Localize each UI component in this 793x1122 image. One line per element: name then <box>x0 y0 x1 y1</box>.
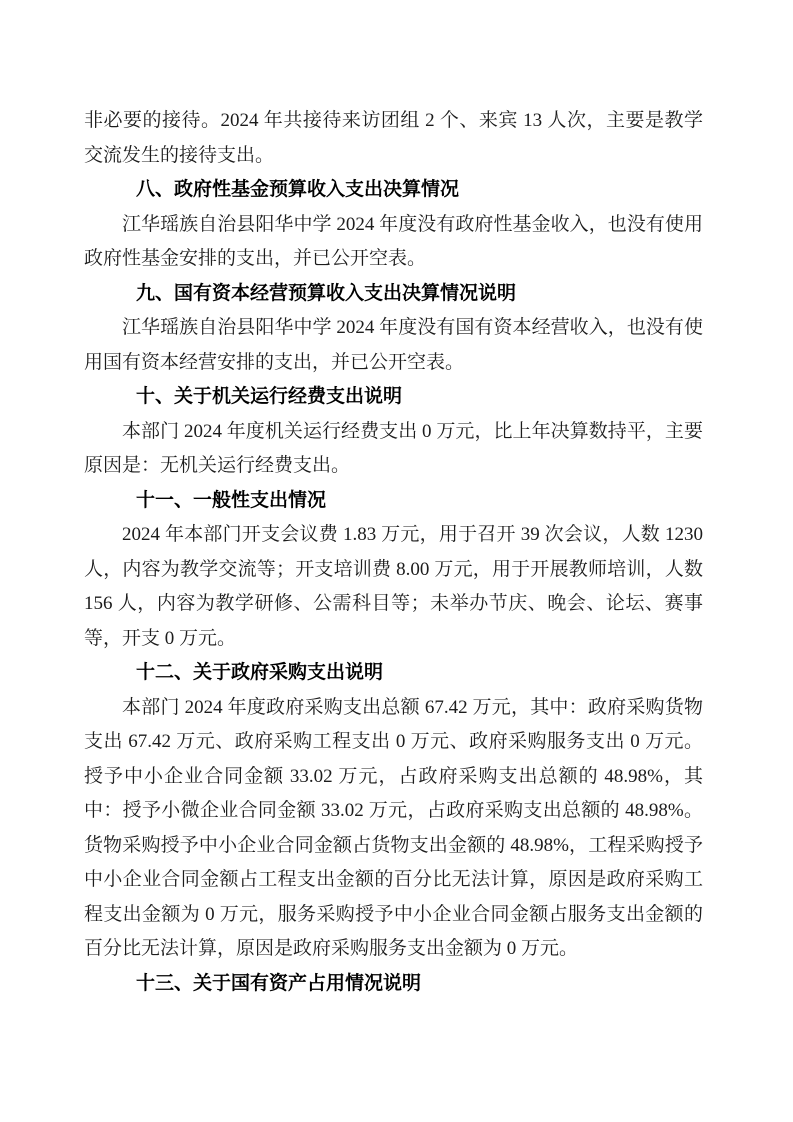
section-heading: 十三、关于国有资产占用情况说明 <box>136 972 422 994</box>
document-body <box>84 104 703 1001</box>
paragraph: 江华瑶族自治县阳华中学 2024 年度没有国有资本经营收入，也没有使用国有资本经营安排的支出，并已公开空表。 <box>84 317 703 373</box>
section-heading: 十二、关于政府采购支出说明 <box>136 662 384 683</box>
paragraph: 2024 年本部门开支会议费 1.83 万元，用于召开 39 次会议，人数 1230 人，内容为教学交流等；开支培训费 8.00 万元，用于开展教师培训，人数 156 人，内容为教学研修、公需科目等；未举办节庆、晚会、论坛、赛事等，开支 0 万元。 <box>84 524 703 649</box>
paragraph: 本部门 2024 年度政府采购支出总额 67.42 万元，其中：政府采购货物支出 67.42 万元、政府采购工程支出 0 万元、政府采购服务支出 0 万元。授予中小企业合同金额 33.02 万元，占政府采购支出总额的 48.98%，其中：授予小微企业合同金额 33.02 万元，占政府采购支出总额的 48.98%。货物采购授予中小企业合同金额占货物支出金额的 48.98%，工程采购授予中小企业合同金额占工程支出金额的百分比无法计算，原因是政府采购工程支出金额为 0 万元，服务采购授予中小企业合同金额占服务支出金额的百分比无法计算，原因是政府采购服务支出金额为 0 万元。 <box>84 696 703 959</box>
section-heading: 十一、一般性支出情况 <box>136 489 327 511</box>
paragraph: 非必要的接待。2024 年共接待来访团组 2 个、来宾 13 人次，主要是教学交流发生的接待支出。 <box>84 110 703 166</box>
paragraph: 本部门 2024 年度机关运行经费支出 0 万元，比上年决算数持平，主要原因是：无机关运行经费支出。 <box>84 420 703 476</box>
section-heading: 八、政府性基金预算收入支出决算情况 <box>136 179 460 200</box>
section-heading: 九、国有资本经营预算收入支出决算情况说明 <box>136 282 517 304</box>
paragraph: 江华瑶族自治县阳华中学 2024 年度没有政府性基金收入，也没有使用政府性基金安排的支出，并已公开空表。 <box>84 213 703 269</box>
section-heading: 十、关于机关运行经费支出说明 <box>136 386 403 407</box>
